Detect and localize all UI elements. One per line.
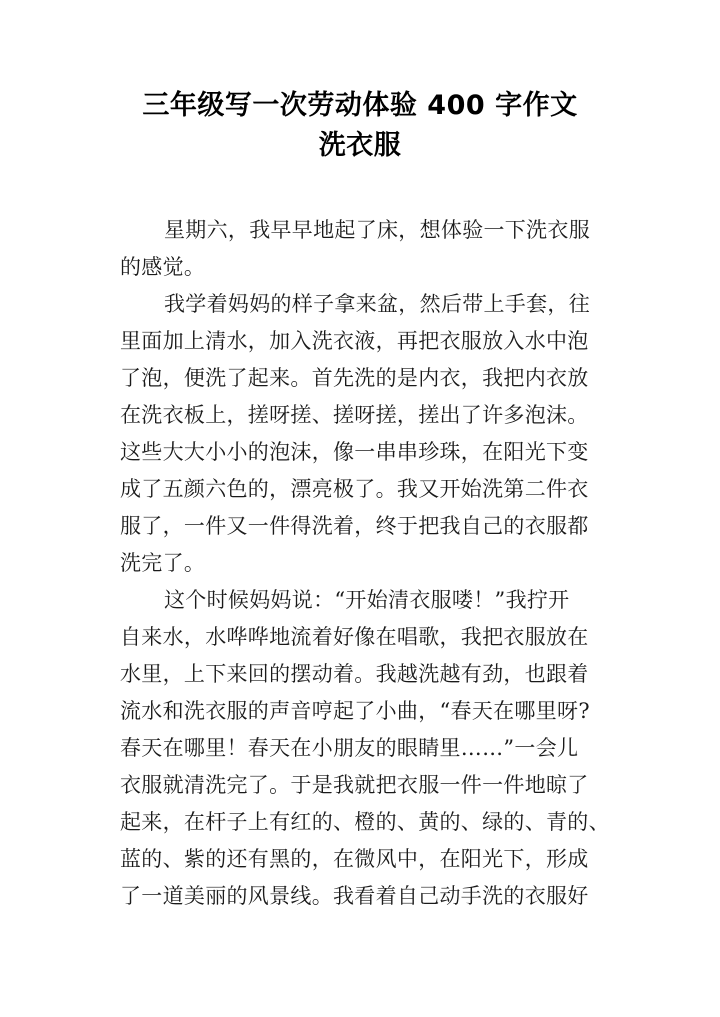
document-title: [0, 86, 720, 166]
paragraph-3-line: 春天在哪里！春天在小朋友的眼睛里……”一会儿: [120, 736, 579, 760]
paragraph-2-line: 里面加上清水，加入洗衣液，再把衣服放入水中泡: [120, 329, 589, 353]
paragraph-3-line: 自来水，水哗哗地流着好像在唱歌，我把衣服放在: [120, 625, 589, 649]
paragraph-2-line: 服了，一件又一件得洗着，终于把我自己的衣服都: [120, 514, 589, 538]
paragraph-1-line: 星期六，我早早地起了床，想体验一下洗衣服: [164, 218, 590, 242]
paragraph-3-line: 水里，上下来回的摆动着。我越洗越有劲，也跟着: [120, 662, 589, 686]
paragraph-2-line: 成了五颜六色的，漂亮极了。我又开始洗第二件衣: [120, 477, 589, 501]
paragraph-2-line: 洗完了。: [120, 551, 206, 575]
paragraph-2-line: 我学着妈妈的样子拿来盆，然后带上手套，往: [164, 292, 590, 316]
paragraph-3-line: 起来，在杆子上有红的、橙的、黄的、绿的、青的、: [120, 810, 610, 834]
paragraph-3-line: 蓝的、紫的还有黑的，在微风中，在阳光下，形成: [120, 847, 589, 871]
paragraph-3-line: 了一道美丽的风景线。我看着自己动手洗的衣服好: [120, 884, 589, 908]
paragraph-2-line: 了泡，便洗了起来。首先洗的是内衣，我把内衣放: [120, 366, 589, 390]
paragraph-3-line: 衣服就清洗完了。于是我就把衣服一件一件地晾了: [120, 773, 589, 797]
paragraph-3-line: 流水和洗衣服的声音哼起了小曲，“春天在哪里呀?: [120, 699, 590, 723]
paragraph-1-line: 的感觉。: [120, 255, 206, 279]
title-line-1: 三年级写一次劳动体验 400 字作文: [142, 90, 578, 121]
paragraph-2-line: 在洗衣板上，搓呀搓、搓呀搓，搓出了许多泡沫。: [120, 403, 589, 427]
essay-body: [120, 212, 610, 915]
title-line-2: 洗衣服: [318, 130, 402, 161]
paragraph-2-line: 这些大大小小的泡沫，像一串串珍珠，在阳光下变: [120, 440, 589, 464]
paragraph-3-line: 这个时候妈妈说：“开始清衣服喽！”我拧开: [164, 588, 570, 612]
